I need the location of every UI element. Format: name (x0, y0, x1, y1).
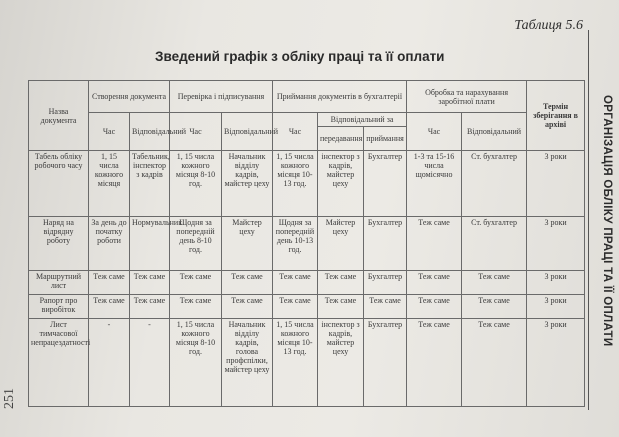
table-cell: Теж саме (89, 271, 130, 295)
table-cell: Бухгалтер (364, 319, 407, 407)
table-row (29, 319, 585, 407)
table-cell: інспектор з кадрів, майстер цеху (318, 319, 364, 407)
table-cell: Ст. бухгалтер (462, 217, 527, 271)
header-time: Час (407, 113, 462, 151)
table-cell: Щодня за попередній день 10-13 год. (273, 217, 318, 271)
table-cell: 1, 15 числа кожного місяця 10-13 год. (273, 319, 318, 407)
table-cell: 1, 15 числа кожного місяця 8-10 год. (170, 151, 222, 217)
table-cell: Теж саме (222, 271, 273, 295)
table-cell: Теж саме (407, 319, 462, 407)
table-cell: 3 роки (527, 295, 585, 319)
table-cell: Теж саме (462, 319, 527, 407)
row-document-name: Маршрутний лист (29, 271, 89, 295)
header-responsible: Відповідальний (462, 113, 527, 151)
header-accounting-receipt: Приймання документів в бухгалтерії (273, 81, 407, 113)
table-title: Зведений графік з обліку праці та її оплати (155, 49, 445, 64)
table-cell: 3 роки (527, 217, 585, 271)
header-responsible: Відповідальний (130, 113, 170, 151)
table-cell: Майстер цеху (318, 217, 364, 271)
table-cell: - (89, 319, 130, 407)
table-cell: інспектор з кадрів, майстер цеху (318, 151, 364, 217)
table-row (29, 151, 585, 217)
table-cell: Теж саме (318, 295, 364, 319)
table-cell: 3 роки (527, 151, 585, 217)
table-cell: Теж саме (130, 295, 170, 319)
header-processing: Обробка та нарахування заробітної плати (407, 81, 527, 113)
table-cell: 1, 15 числа кожного місяця (89, 151, 130, 217)
table-cell: Теж саме (462, 271, 527, 295)
table-cell: 1-3 та 15-16 числа щомісячно (407, 151, 462, 217)
payroll-schedule-table (28, 80, 585, 407)
row-document-name: Табель обліку робочого часу (29, 151, 89, 217)
table-cell: Бухгалтер (364, 151, 407, 217)
page-number: 251 (2, 388, 17, 409)
table-cell: Табельник, інспектор з кадрів (130, 151, 170, 217)
table-cell: Теж саме (89, 295, 130, 319)
table-cell: Начальник відділу кадрів, майстер цеху (222, 151, 273, 217)
header-acceptance: приймання (364, 127, 407, 151)
table-cell: Теж саме (273, 271, 318, 295)
table-cell: Теж саме (130, 271, 170, 295)
table-cell: Теж саме (318, 271, 364, 295)
table-row (29, 295, 585, 319)
table-row (29, 217, 585, 271)
table-cell: Майстер цеху (222, 217, 273, 271)
table-cell: Бухгалтер (364, 217, 407, 271)
table-cell: Теж саме (407, 295, 462, 319)
header-responsible: Відповідальний (222, 113, 273, 151)
row-document-name: Рапорт про виробіток (29, 295, 89, 319)
table-cell: Начальник відділу кадрів, голова профспілки, майстер цеху (222, 319, 273, 407)
table-cell: Щодня за попередній день 8-10 год. (170, 217, 222, 271)
header-doc-name: Назва документа (29, 81, 89, 151)
header-verification: Перевірка і підписування (170, 81, 273, 113)
table-cell: Нормувальник (130, 217, 170, 271)
table-cell: 3 роки (527, 319, 585, 407)
table-cell: Теж саме (170, 295, 222, 319)
table-row (29, 271, 585, 295)
table-body (29, 151, 585, 407)
table-cell: Теж саме (364, 295, 407, 319)
table-cell: Бухгалтер (364, 271, 407, 295)
header-responsible-for: Відповідальний за (318, 113, 407, 127)
chapter-running-header: ОРГАНІЗАЦІЯ ОБЛІКУ ПРАЦІ ТА ЇЇ ОПЛАТИ (601, 95, 613, 347)
table-cell: Теж саме (407, 271, 462, 295)
table-cell: Ст. бухгалтер (462, 151, 527, 217)
header-creation: Створення документа (89, 81, 170, 113)
table-cell: Теж саме (222, 295, 273, 319)
table-cell: Теж саме (462, 295, 527, 319)
table-cell: - (130, 319, 170, 407)
table-number: Таблиця 5.6 (514, 18, 583, 33)
table-cell: 3 роки (527, 271, 585, 295)
side-divider (588, 30, 589, 410)
table-cell: Теж саме (170, 271, 222, 295)
table-cell: 1, 15 числа кожного місяця 8-10 год. (170, 319, 222, 407)
header-time: Час (170, 113, 222, 151)
header-handover: передавання (318, 127, 364, 151)
row-document-name: Лист тимчасової непрацездатності (29, 319, 89, 407)
table-cell: За день до початку роботи (89, 217, 130, 271)
table-cell: 1, 15 числа кожного місяця 10-13 год. (273, 151, 318, 217)
header-time: Час (89, 113, 130, 151)
row-document-name: Наряд на відрядну роботу (29, 217, 89, 271)
header-time: Час (273, 113, 318, 151)
header-storage-term: Термін зберігання в архіві (527, 81, 585, 151)
table-cell: Теж саме (273, 295, 318, 319)
table-cell: Теж саме (407, 217, 462, 271)
